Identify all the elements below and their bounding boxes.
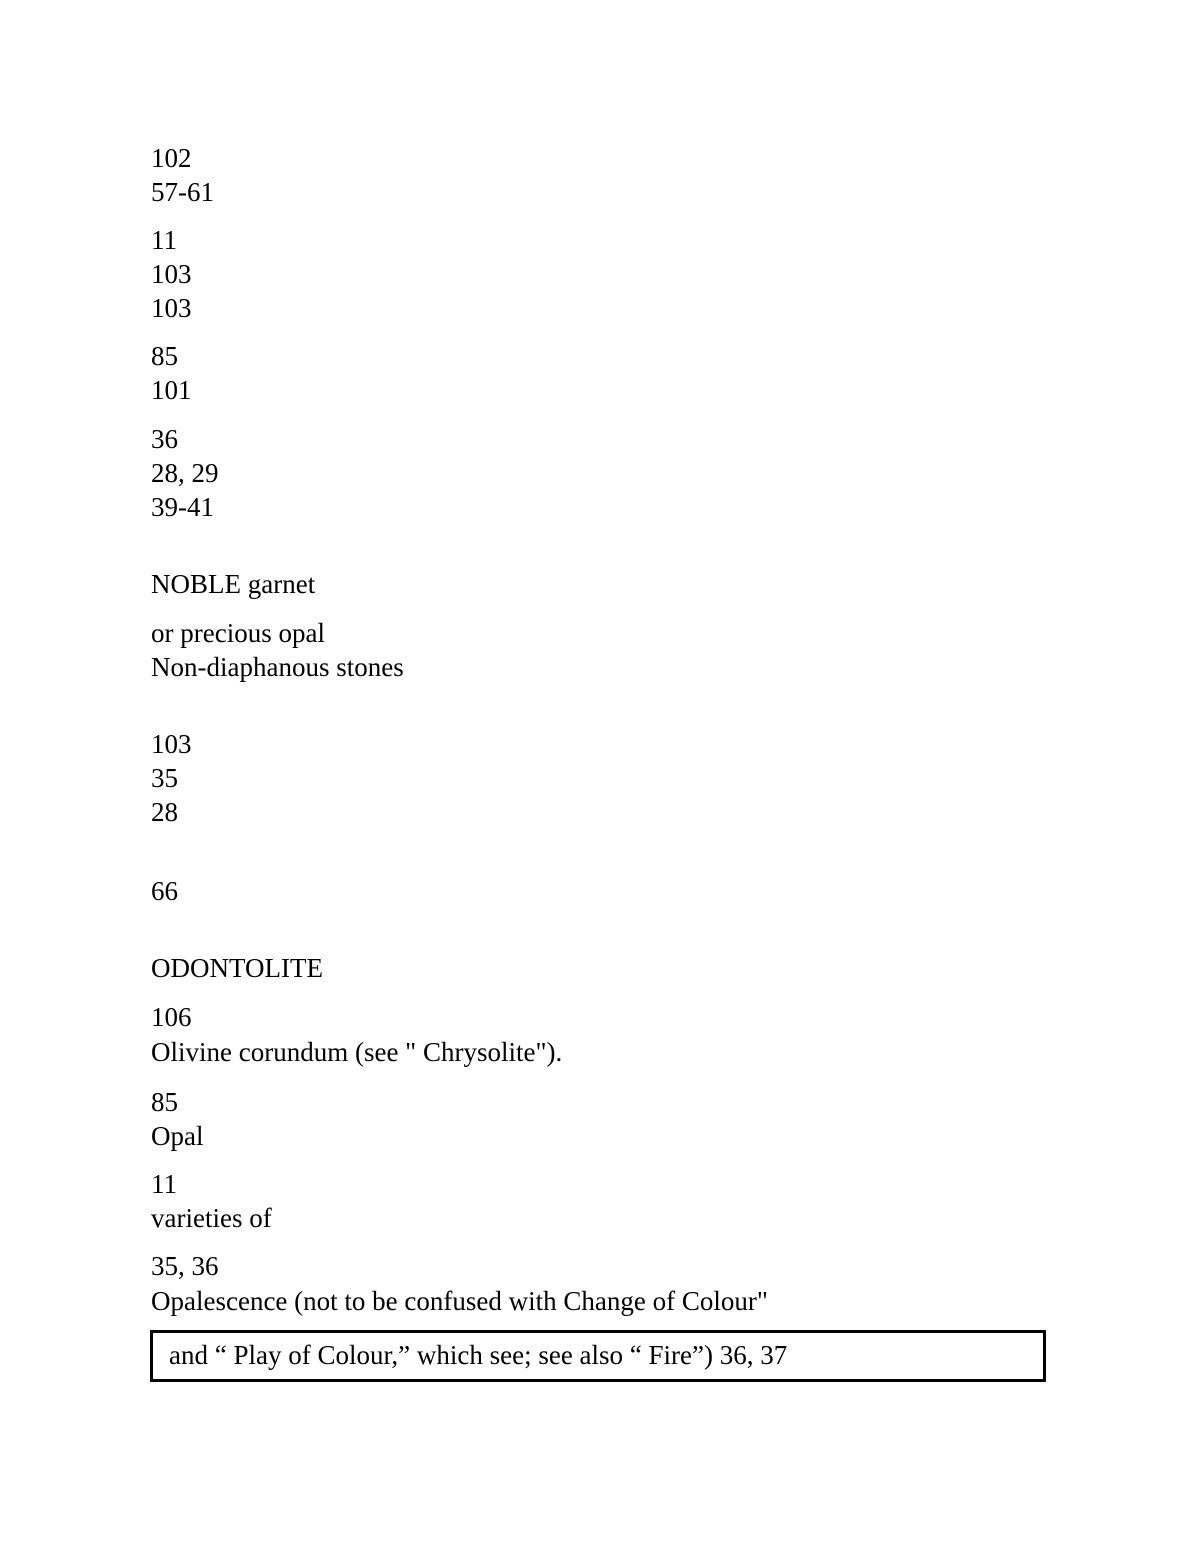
index-line: 28: [151, 797, 178, 827]
index-line: 85: [151, 1087, 178, 1117]
index-line: 39-41: [151, 492, 214, 522]
index-line: or precious opal: [151, 618, 325, 648]
boxed-line-text: and “ Play of Colour,” which see; see also “ Fire”) 36, 37: [169, 1340, 788, 1370]
index-line: 66: [151, 876, 178, 906]
index-line: varieties of: [151, 1203, 272, 1233]
index-line: 103: [151, 729, 192, 759]
index-line: Opalescence (not to be confused with Change of Colour": [151, 1286, 768, 1316]
index-line: 11: [151, 1169, 177, 1199]
index-line: 85: [151, 341, 178, 371]
index-line: 28, 29: [151, 458, 219, 488]
index-line: 57-61: [151, 177, 214, 207]
index-line: 101: [151, 375, 192, 405]
index-line: 103: [151, 293, 192, 323]
index-line: 102: [151, 143, 192, 173]
index-heading: NOBLE garnet: [151, 569, 316, 599]
index-line: 106: [151, 1002, 192, 1032]
index-heading: ODONTOLITE: [151, 953, 323, 983]
boxed-continuation-line: [150, 1330, 1046, 1382]
index-line: Non-diaphanous stones: [151, 652, 404, 682]
index-line: 103: [151, 259, 192, 289]
index-line: 35, 36: [151, 1251, 219, 1281]
index-line: 35: [151, 763, 178, 793]
index-line: Opal: [151, 1121, 204, 1151]
index-line: 36: [151, 424, 178, 454]
index-line: Olivine corundum (see " Chrysolite").: [151, 1037, 563, 1067]
index-line: 11: [151, 225, 177, 255]
